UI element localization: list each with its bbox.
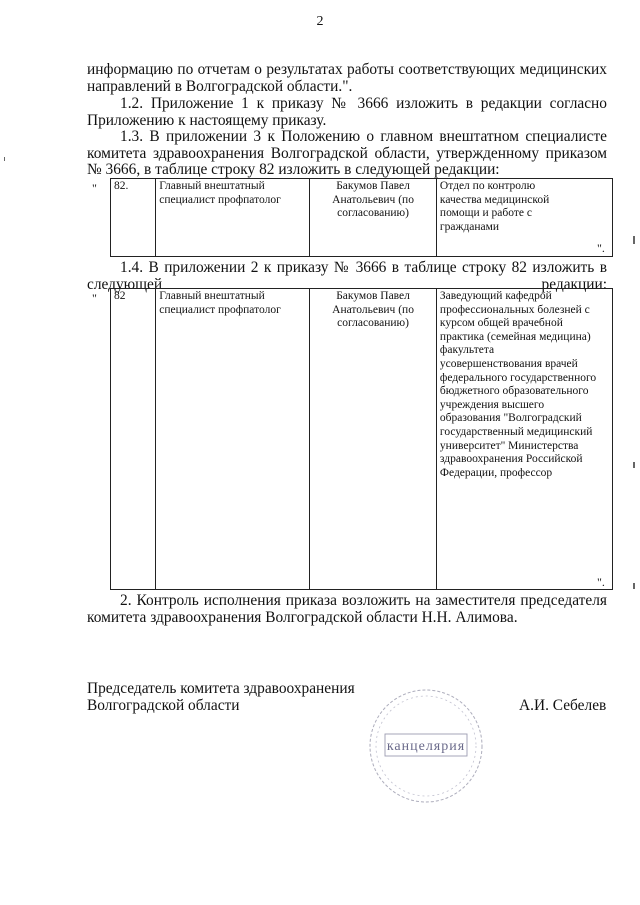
person-name-cell: Бакумов Павел Анатольевич (по согласованию) bbox=[310, 179, 437, 257]
person-name-cell: Бакумов Павел Анатольевич (по согласованию) bbox=[310, 289, 437, 590]
signatory-position-line1: Председатель комитета здравоохранения bbox=[87, 680, 355, 697]
row-number-cell: 82. bbox=[111, 179, 156, 257]
paragraph-continuation: информацию по отчетам о результатах работы соответствующих медицинских направлений в Волгоградской области.". bbox=[87, 61, 607, 95]
job-description-cell bbox=[436, 289, 612, 590]
department-text: Отдел по контролю качества медицинской помощи и работе с гражданами bbox=[439, 180, 550, 233]
scan-mark bbox=[633, 462, 635, 468]
signatory-position-line2: Волгоградской области bbox=[87, 697, 240, 714]
signatory-name: А.И. Себелев bbox=[519, 697, 607, 714]
paragraph-1-2: 1.2. Приложение 1 к приказу № 3666 изложить в редакции согласно Приложению к настоящему приказу. bbox=[87, 95, 607, 129]
table1-close-quote: ". bbox=[597, 241, 605, 255]
scan-mark bbox=[4, 157, 5, 161]
position-title-cell: Главный внештатный специалист профпатолог bbox=[156, 179, 310, 257]
row-number-cell: 82 bbox=[111, 289, 156, 590]
office-stamp bbox=[367, 687, 485, 805]
table-row-82-version-1 bbox=[110, 178, 613, 257]
table2-close-quote: ". bbox=[597, 575, 605, 589]
stamp-label: канцелярия bbox=[386, 739, 466, 754]
department-cell bbox=[436, 179, 612, 257]
paragraph-2: 2. Контроль исполнения приказа возложить на заместителя председателя комитета здравоохранения Волгоградской области Н.Н. Алимова. bbox=[87, 592, 607, 626]
table1-open-quote: " bbox=[92, 181, 97, 195]
job-description-text: Заведующий кафедрой профессиональных болезней с курсом общей врачебной практика (семейная медицина) факультета усовершенствования врачей федерального государственного бюджетного образовательного учреждения высшего образования "Волгоградский государственный медицинский университет" Министерства здравоохранения Российской Федерации, профессор bbox=[439, 290, 597, 479]
signatory-position bbox=[87, 680, 355, 714]
table-row bbox=[111, 289, 613, 590]
table2-open-quote: " bbox=[92, 291, 97, 305]
scan-mark bbox=[633, 236, 635, 244]
position-title-cell: Главный внештатный специалист профпатолог bbox=[156, 289, 310, 590]
scan-mark bbox=[633, 583, 635, 589]
page-number: 2 bbox=[316, 14, 324, 29]
paragraph-1-4: 1.4. В приложении 2 к приказу № 3666 в таблице строку 82 изложить в следующей редакции: bbox=[87, 259, 607, 293]
paragraph-1-3: 1.3. В приложении 3 к Положению о главном внештатном специалисте комитета здравоохранения Волгоградской области, утвержденному приказом № 3666, в таблице строку 82 изложить в следующей редакции: bbox=[87, 128, 607, 178]
table-row-82-version-2 bbox=[110, 288, 613, 590]
table-row bbox=[111, 179, 613, 257]
